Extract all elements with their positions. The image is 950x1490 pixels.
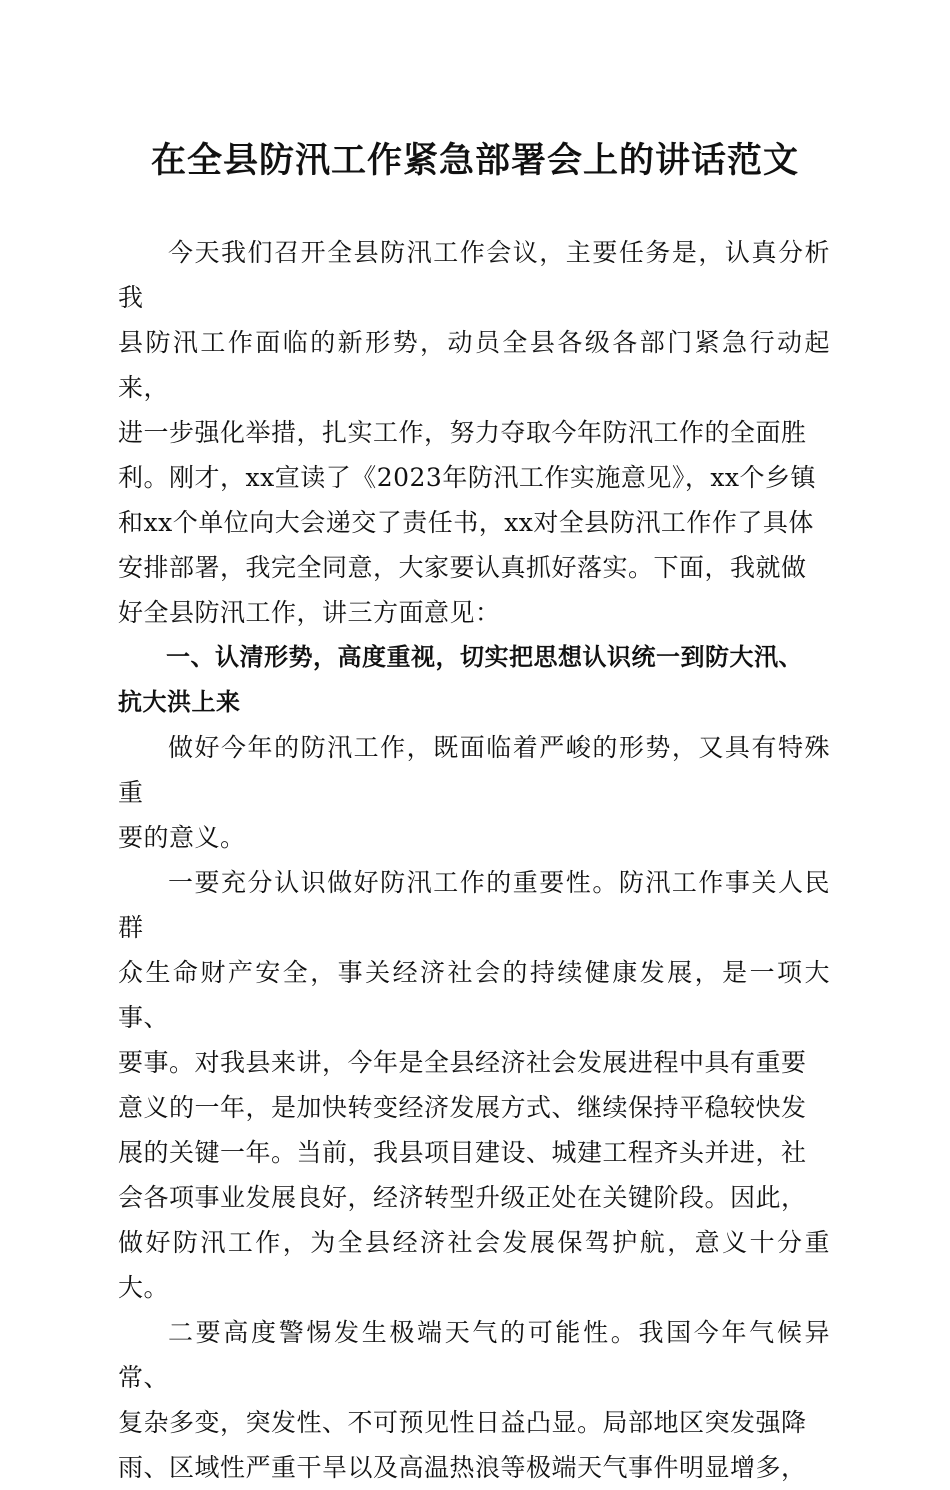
paragraph-situation: 做好今年的防汛工作，既面临着严峻的形势，又具有特殊重 要的意义。 (118, 733, 830, 852)
paragraph-intro: 今天我们召开全县防汛工作会议，主要任务是，认真分析我 县防汛工作面临的新形势，动员全县各级各部门紧急行动起来， 进一步强化举措，扎实工作，努力夺取今年防汛工作的全面胜 利。刚才，xx宣读了《2023年防汛工作实施意见》，xx个乡镇 和xx个单位向大会递交了责任书，xx对全县防汛工作作了具体 安排部署，我完全同意，大家要认真抓好落实。下面，我就做 好全县防汛工作，讲三方面意见： (118, 238, 830, 627)
paragraph-point-1: 一要充分认识做好防汛工作的重要性。防汛工作事关人民群 众生命财产安全，事关经济社会的持续健康发展，是一项大事、 要事。对我县来讲，今年是全县经济社会发展进程中具有重要 意义的一年，是加快转变经济发展方式、继续保持平稳较快发 展的关键一年。当前，我县项目建设、城建工程齐头并进，社 会各项事业发展良好，经济转型升级正处在关键阶段。因此， 做好防汛工作，为全县经济社会发展保驾护航，意义十分重大。 (118, 868, 830, 1302)
section-heading-1: 一、认清形势，高度重视，切实把思想认识统一到防大汛、 抗大洪上来 (118, 643, 803, 716)
document-body (118, 230, 830, 1490)
document-title: 在全县防汛工作紧急部署会上的讲话范文 (150, 140, 799, 181)
paragraph-point-2: 二要高度警惕发生极端天气的可能性。我国今年气候异常、 复杂多变，突发性、不可预见性日益凸显。局部地区突发强降 雨、区域性严重干旱以及高温热浪等极端天气事件明显增多， (118, 1318, 830, 1482)
